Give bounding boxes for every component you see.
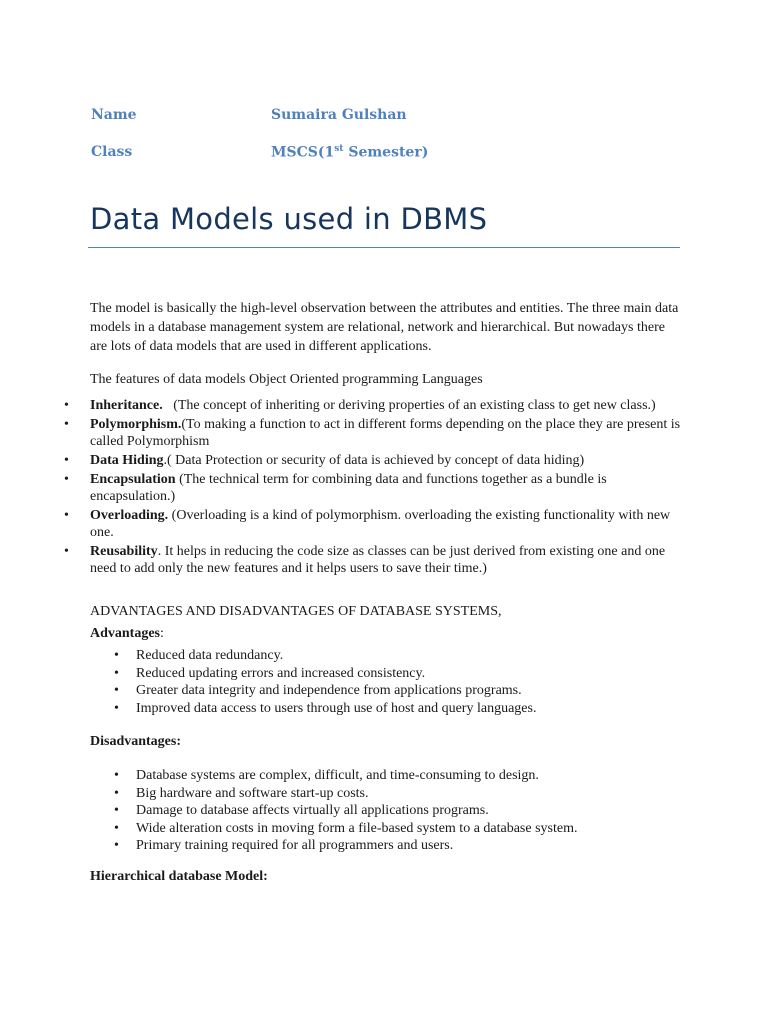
- feature-item: [0, 471, 682, 505]
- hierarchical-model-heading: Hierarchical database Model:: [90, 869, 268, 884]
- feature-term: Polymorphism.: [90, 417, 182, 432]
- bullet-icon: •: [114, 648, 119, 663]
- list-item: [0, 647, 700, 665]
- feature-description: (Overloading is a kind of polymorphism. overloading the existing functionality with new one.: [90, 508, 674, 540]
- bullet-icon: •: [114, 785, 119, 801]
- page-title: Data Models used in DBMS: [90, 202, 488, 236]
- bullet-icon: •: [64, 398, 69, 413]
- list-item-text: Big hardware and software start-up costs.: [136, 785, 369, 801]
- list-item: [0, 785, 700, 803]
- advantages-section-heading: ADVANTAGES AND DISADVANTAGES OF DATABASE SYSTEMS,: [90, 604, 502, 619]
- feature-term: Encapsulation: [90, 472, 176, 487]
- list-item-text: Reduced updating errors and increased consistency.: [136, 665, 426, 681]
- advantages-heading: [90, 626, 164, 642]
- bullet-icon: •: [64, 508, 69, 523]
- class-value-prefix: MSCS(1: [271, 144, 335, 161]
- bullet-icon: •: [114, 700, 119, 716]
- bullet-icon: •: [114, 820, 119, 836]
- advantages-list: [0, 647, 700, 717]
- class-value-suffix: Semester): [343, 144, 429, 161]
- name-label: Name: [91, 107, 137, 123]
- feature-description: . It helps in reducing the code size as classes can be just derived from existing one and one need to add only the new features and it helps users to save their time.): [90, 544, 669, 576]
- disadvantages-heading: Disadvantages:: [90, 734, 182, 749]
- feature-item: [0, 397, 682, 414]
- feature-term: Data Hiding: [90, 453, 164, 468]
- list-item: [0, 820, 700, 838]
- list-item-text: Database systems are complex, difficult, and time-consuming to design.: [136, 768, 539, 783]
- feature-term: Reusability: [90, 544, 158, 559]
- advantages-label: Advantages: [90, 626, 161, 641]
- feature-item: [0, 543, 682, 577]
- feature-description: .( Data Protection or security of data is achieved by concept of data hiding): [163, 453, 585, 468]
- list-item-text: Primary training required for all programmers and users.: [136, 838, 454, 853]
- feature-item: [0, 416, 682, 450]
- bullet-icon: •: [64, 472, 69, 487]
- advantages-colon: :: [160, 626, 164, 641]
- list-item-text: Reduced data redundancy.: [136, 648, 284, 663]
- class-label: Class: [91, 144, 133, 160]
- feature-description: (The concept of inheriting or deriving properties of an existing class to get new class.): [162, 398, 656, 413]
- bullet-icon: •: [114, 683, 119, 698]
- feature-description: (The technical term for combining data and functions together as a bundle is encapsulation.): [90, 472, 611, 504]
- bullet-icon: •: [64, 544, 69, 559]
- feature-item: [0, 452, 682, 469]
- list-item-text: Damage to database affects virtually all applications programs.: [136, 803, 489, 818]
- list-item-text: Wide alteration costs in moving form a file-based system to a database system.: [136, 820, 578, 836]
- feature-description: (To making a function to act in different forms depending on the place they are present is called Polymorphism: [90, 417, 684, 449]
- class-value-ordinal: st: [334, 144, 344, 154]
- list-item: [0, 682, 700, 700]
- list-item: [0, 837, 700, 855]
- disadvantages-list: [0, 767, 700, 855]
- features-intro: The features of data models Object Oriented programming Languages: [90, 372, 483, 387]
- class-value: [271, 144, 428, 161]
- bullet-icon: •: [114, 838, 119, 853]
- features-list: [0, 397, 700, 579]
- bullet-icon: •: [64, 417, 69, 432]
- list-item: [0, 802, 700, 820]
- list-item-text: Greater data integrity and independence from applications programs.: [136, 683, 522, 698]
- feature-term: Overloading.: [90, 508, 169, 523]
- bullet-icon: •: [114, 768, 119, 783]
- name-value: Sumaira Gulshan: [271, 107, 407, 123]
- list-item: [0, 665, 700, 683]
- intro-paragraph: The model is basically the high-level observation between the attributes and entities. The three main data models in a database management system are relational, network and hierarchical. But nowadays there are lots of data models that are used in different applications.: [90, 301, 679, 354]
- bullet-icon: •: [114, 665, 119, 681]
- feature-item: [0, 507, 682, 541]
- list-item: [0, 700, 700, 718]
- feature-term: Inheritance.: [90, 398, 163, 413]
- bullet-icon: •: [64, 453, 69, 468]
- title-divider: [88, 247, 680, 248]
- list-item: [0, 767, 700, 785]
- bullet-icon: •: [114, 803, 119, 818]
- list-item-text: Improved data access to users through use of host and query languages.: [136, 700, 537, 716]
